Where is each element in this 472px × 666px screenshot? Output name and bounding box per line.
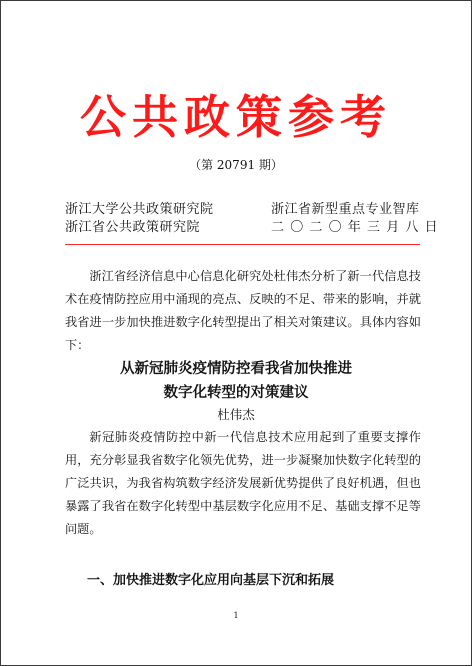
body-paragraph: 新冠肺炎疫情防控中新一代信息技术应用起到了重要支撑作用，充分彰显我省数字化领先优势，进一步凝聚加快数字化转型的广泛共识，为我省构筑数字经济发展新优势提供了良好机遇，但也暴露了我省在数字化转型中基层数字化应用不足、基础支撑不足等问题。 <box>65 430 421 536</box>
think-tank-block <box>271 201 444 237</box>
document-title: 公共政策参考 <box>80 90 392 144</box>
issuer-line: 浙江大学公共政策研究院 <box>65 202 214 217</box>
section-heading: 一、加快推进数字化应用向基层下沉和拓展 <box>87 573 335 588</box>
page-number: 1 <box>233 611 239 620</box>
article-title-line-2: 数字化转型的对策建议 <box>163 385 309 401</box>
intro-paragraph: 浙江省经济信息中心信息化研究处杜伟杰分析了新一代信息技术在疫情防控应用中涌现的亮点、反映的不足、带来的影响，并就我省进一步加快推进数字化转型提出了相关对策建议。具体内容如下： <box>65 269 421 352</box>
issuer-block <box>65 201 214 237</box>
red-divider <box>65 244 420 245</box>
author: 杜伟杰 <box>217 407 255 422</box>
issuer-line: 浙江省公共政策研究院 <box>65 220 201 235</box>
issue-date: 二〇二〇年三月八日 <box>271 220 444 235</box>
article-title-line-1: 从新冠肺炎疫情防控看我省加快推进 <box>120 361 352 377</box>
issue-number: （第 20791 期） <box>189 158 283 172</box>
think-tank-label: 浙江省新型重点专业智库 <box>271 202 420 217</box>
